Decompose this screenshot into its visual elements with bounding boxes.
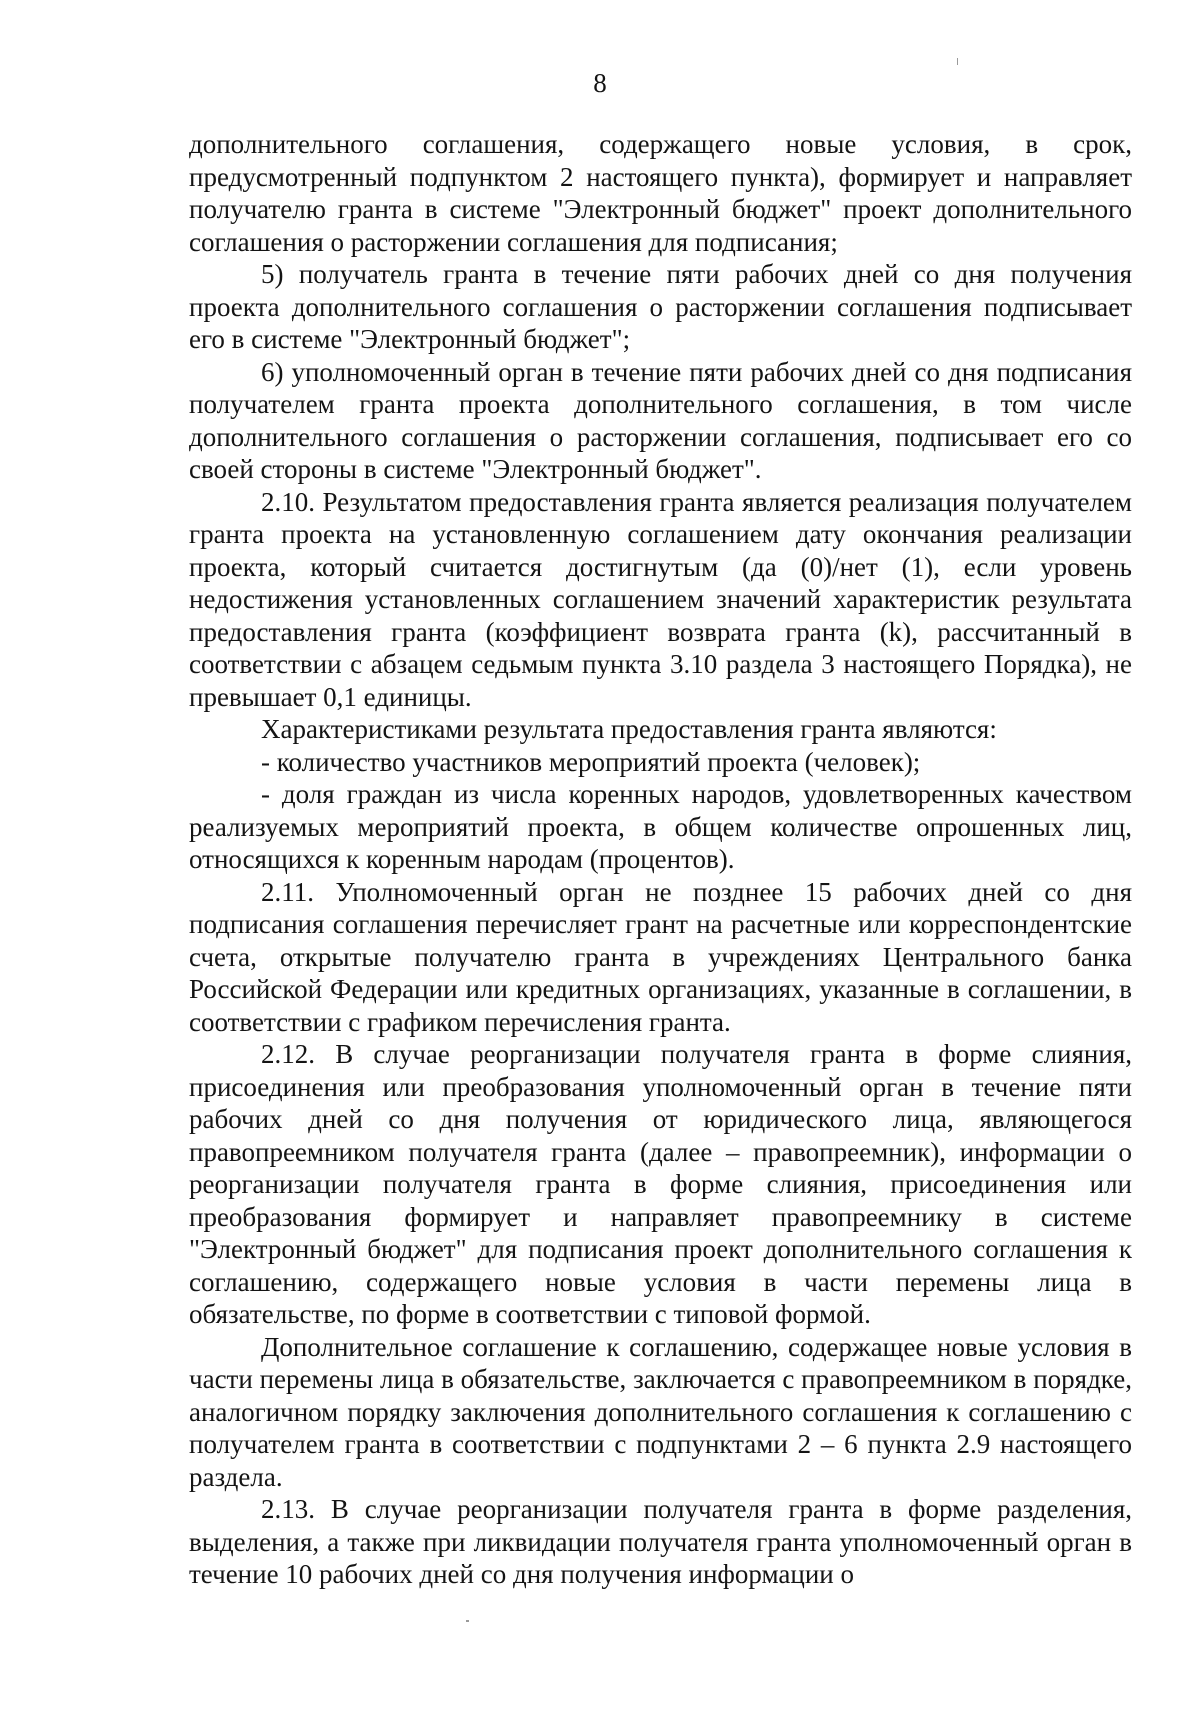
document-body [189, 128, 1132, 1591]
paragraph-item-6: 6) уполномоченный орган в течение пяти рабочих дней со дня подписания получателем гранта проекта дополнительного соглашения, в том числе дополнительного соглашения о расторжении соглашения, подписывает его со своей стороны в системе "Электронный бюджет". [189, 356, 1132, 484]
scan-speck-bottom [466, 1620, 469, 1622]
paragraph-characteristics-heading: Характеристиками результата предоставления гранта являются: [261, 714, 997, 744]
page-number: 8 [593, 68, 607, 98]
paragraph-continuation: дополнительного соглашения, содержащего новые условия, в срок, предусмотренный подпунктом 2 настоящего пункта), формирует и направляет получателю гранта в системе "Электронный бюджет" проект дополнительного соглашения о расторжении соглашения для подписания; [189, 129, 1132, 257]
paragraph-2-12: 2.12. В случае реорганизации получателя гранта в форме слияния, присоединения или преобразования уполномоченный орган в течение пяти рабочих дней со дня получения от юридического лица, являющегося правопреемником получателя гранта (далее – правопреемник), информации о реорганизации получателя гранта в форме слияния, присоединения или преобразования формирует и направляет правопреемнику в системе "Электронный бюджет" для подписания проект дополнительного соглашения к соглашению, содержащего новые условия в части перемены лица в обязательстве, по форме в соответствии с типовой формой. [189, 1039, 1132, 1329]
list-item-citizens-share: - доля граждан из числа коренных народов, удовлетворенных качеством реализуемых мероприятий проекта, в общем количестве опрошенных лиц, относящихся к коренным народам (процентов). [189, 779, 1132, 874]
paragraph-2-10: 2.10. Результатом предоставления гранта является реализация получателем гранта проекта на установленную соглашением дату окончания реализации проекта, который считается достигнутым (да (0)/нет (1), если уровень недостижения установленных соглашением значений характеристик результата предоставления гранта (коэффициент возврата гранта (k), рассчитанный в соответствии с абзацем седьмым пункта 3.10 раздела 3 настоящего Порядка), не превышает 0,1 единицы. [189, 486, 1132, 712]
scan-speck-top [957, 58, 958, 65]
paragraph-item-5: 5) получатель гранта в течение пяти рабочих дней со дня получения проекта дополнительного соглашения о расторжении соглашения подписывает его в системе "Электронный бюджет"; [189, 259, 1132, 354]
paragraph-2-11: 2.11. Уполномоченный орган не позднее 15 рабочих дней со дня подписания соглашения перечисляет грант на расчетные или корреспондентские счета, открытые получателю гранта в учреждениях Центрального банка Российской Федерации или кредитных организациях, указанные в соглашении, в соответствии с графиком перечисления гранта. [189, 876, 1132, 1037]
paragraph-additional-agreement: Дополнительное соглашение к соглашению, содержащее новые условия в части перемены лица в обязательстве, заключается с правопреемником в порядке, аналогичном порядку заключения дополнительного соглашения к соглашению с получателем гранта в соответствии с подпунктами 2 – 6 пункта 2.9 настоящего раздела. [189, 1331, 1132, 1492]
paragraph-2-13: 2.13. В случае реорганизации получателя гранта в форме разделения, выделения, а также при ликвидации получателя гранта уполномоченный орган в течение 10 рабочих дней со дня получения информации о [189, 1494, 1132, 1589]
list-item-participants: - количество участников мероприятий проекта (человек); [261, 746, 921, 777]
